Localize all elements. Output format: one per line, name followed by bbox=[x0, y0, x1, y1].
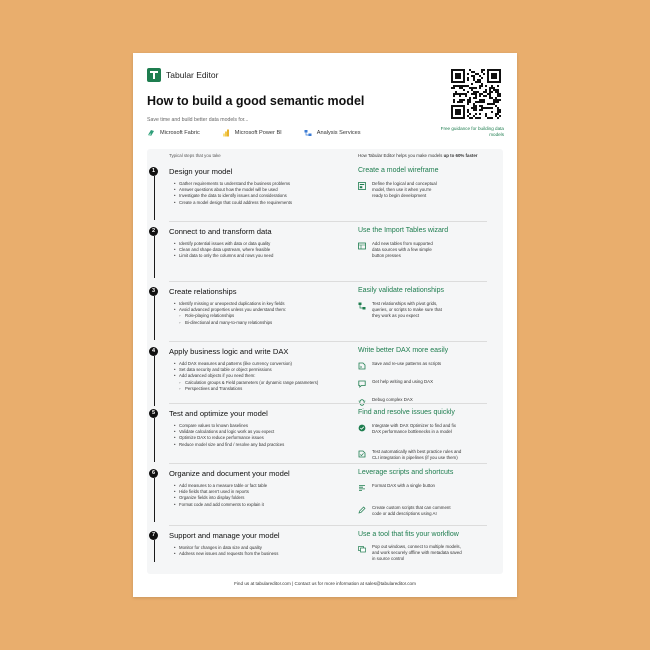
page-subtitle: Save time and build better data models for... bbox=[147, 117, 249, 123]
bullet-item: • Investigate the data to identify issues and considerations bbox=[174, 193, 292, 199]
tool-description-line: Debug complex DAX bbox=[372, 396, 413, 402]
step-divider bbox=[169, 463, 487, 464]
product-powerbi bbox=[222, 129, 282, 137]
tool-description-line: ready to begin development bbox=[372, 192, 427, 198]
import-tables-icon bbox=[358, 242, 366, 250]
tool-description-line: Integrate with DAX Optimizer to find and fix bbox=[372, 423, 456, 428]
workflow-icon bbox=[358, 545, 366, 553]
product-label: Microsoft Fabric bbox=[160, 130, 200, 136]
powerbi-icon bbox=[222, 129, 230, 137]
tool-description-line: and work securely offline with metadata saved bbox=[372, 549, 462, 555]
step-title: Apply business logic and write DAX bbox=[169, 347, 289, 356]
wireframe-icon bbox=[358, 182, 366, 190]
step-connector bbox=[154, 236, 155, 278]
step-section bbox=[147, 409, 503, 467]
brand bbox=[147, 68, 218, 82]
step-section bbox=[147, 287, 503, 345]
step-connector bbox=[154, 296, 155, 340]
tool-title: Find and resolve issues quickly bbox=[358, 409, 455, 416]
step-connector bbox=[154, 478, 155, 522]
tool-description bbox=[372, 544, 462, 562]
tools-header-highlight: up to 60% faster bbox=[443, 153, 478, 158]
step-number-badge: 5 bbox=[149, 409, 158, 418]
bullet-item: ◦ Bi-directional and many-to-many relationships bbox=[174, 320, 286, 326]
bullet-item: ◦ Role-playing relationships bbox=[174, 313, 286, 319]
bullet-item: ◦ Calculation groups & Field parameters (or dynamic range parameters) bbox=[174, 380, 318, 386]
tools-header-text: How Tabular Editor helps you make models bbox=[358, 153, 443, 158]
tool-feature bbox=[358, 241, 433, 259]
tool-feature bbox=[358, 181, 437, 199]
tabular-editor-logo-icon bbox=[147, 68, 161, 82]
step-number-badge: 3 bbox=[149, 287, 158, 296]
fabric-icon bbox=[147, 129, 155, 137]
tool-title: Use the Import Tables wizard bbox=[358, 227, 449, 234]
tools-column-header bbox=[358, 153, 478, 158]
bullet-item: • Limit data to only the columns and rows you need bbox=[174, 253, 273, 259]
step-title: Create relationships bbox=[169, 287, 237, 296]
tool-description-line: in source control bbox=[372, 555, 405, 561]
step-title: Organize and document your model bbox=[169, 469, 290, 478]
step-section bbox=[147, 167, 503, 225]
help-icon bbox=[358, 380, 366, 388]
tool-feature bbox=[358, 483, 435, 492]
step-connector bbox=[154, 356, 155, 406]
bullet-item: • Reduce model size and find / resolve any bad practices bbox=[174, 442, 284, 448]
tool-description-line: Pop out windows, connect to multiple models, bbox=[372, 544, 461, 549]
bullet-item: • Gather requirements to understand the business problems bbox=[174, 181, 292, 187]
bullet-item: ◦ Perspectives and Translations bbox=[174, 386, 318, 392]
tool-description-line: DAX performance bottlenecks in a model bbox=[372, 428, 452, 434]
tool-feature bbox=[358, 505, 451, 517]
product-label: Microsoft Power BI bbox=[234, 130, 282, 136]
tool-description-line: Save and re-use patterns as scripts bbox=[372, 361, 442, 366]
tool-title: Leverage scripts and shortcuts bbox=[358, 469, 454, 476]
tool-title: Easily validate relationships bbox=[358, 287, 444, 294]
tool-description bbox=[372, 379, 433, 388]
steps-panel bbox=[147, 149, 503, 574]
tool-description-line: Get help writing and using DAX bbox=[372, 378, 434, 384]
step-number-badge: 7 bbox=[149, 531, 158, 540]
bullet-item: • Identify missing or unexpected duplications in key fields bbox=[174, 301, 286, 307]
tool-description-line: Test relationships with pivot grids, bbox=[372, 301, 438, 306]
dax-optimizer-icon bbox=[358, 424, 366, 432]
step-bullets bbox=[174, 361, 318, 392]
tool-description-line: button presses bbox=[372, 252, 401, 258]
debug-icon bbox=[358, 398, 366, 406]
step-bullets bbox=[174, 301, 286, 326]
page-title: How to build a good semantic model bbox=[147, 94, 365, 108]
tool-description bbox=[372, 423, 456, 435]
bullet-item: • Answer questions about how the model will be used bbox=[174, 187, 292, 193]
step-bullets bbox=[174, 181, 292, 206]
relationships-icon bbox=[358, 302, 366, 310]
step-number-badge: 4 bbox=[149, 347, 158, 356]
product-label: Analysis Services bbox=[316, 130, 361, 136]
bullet-item: • Identify potential issues with data or data quality bbox=[174, 241, 273, 247]
step-bullets bbox=[174, 545, 278, 557]
brand-name: Tabular Editor bbox=[166, 70, 219, 80]
custom-script-icon bbox=[358, 506, 366, 514]
step-section bbox=[147, 347, 503, 405]
step-divider bbox=[169, 221, 487, 222]
tool-title: Use a tool that fits your workflow bbox=[358, 531, 459, 538]
cheat-sheet bbox=[133, 53, 517, 597]
tool-description bbox=[372, 449, 461, 461]
bullet-item: • Address new issues and requests from the business bbox=[174, 551, 278, 557]
step-section bbox=[147, 227, 503, 285]
step-title: Test and optimize your model bbox=[169, 409, 268, 418]
step-title: Connect to and transform data bbox=[169, 227, 272, 236]
bullet-item: • Format code and add comments to explain it bbox=[174, 502, 267, 508]
tool-description-line: they work as you expect bbox=[372, 312, 420, 318]
step-number-badge: 1 bbox=[149, 167, 158, 176]
tool-description-line: Add new tables from supported bbox=[372, 241, 433, 246]
bullet-item: • Create a model design that could address the requirements bbox=[174, 200, 292, 206]
best-practice-icon bbox=[358, 450, 366, 458]
qr-code-icon[interactable] bbox=[451, 69, 501, 119]
tool-description-line: Create custom scripts that can comment bbox=[372, 504, 451, 510]
tool-title: Create a model wireframe bbox=[358, 167, 439, 174]
footer: Find us at tabulareditor.com | Contact us for more information at sales@tabulareditor.com bbox=[234, 581, 416, 586]
bullet-item: • Validate calculations and logic work as you expect bbox=[174, 429, 284, 435]
step-connector bbox=[154, 540, 155, 562]
qr-caption: Free guidance for building data models bbox=[440, 126, 504, 137]
bullet-item: • Monitor for changes in data size and quality bbox=[174, 545, 278, 551]
tool-description bbox=[372, 505, 451, 517]
product-analysis-services bbox=[304, 129, 361, 137]
bullet-item: • Add DAX measures and patterns (like currency conversion) bbox=[174, 361, 318, 367]
step-title: Support and manage your model bbox=[169, 531, 280, 540]
tool-description-line: CLI integration in pipelines (if you use them) bbox=[372, 454, 458, 460]
format-icon bbox=[358, 484, 366, 492]
tool-description bbox=[372, 397, 413, 406]
bullet-item: • Organize fields into display folders bbox=[174, 495, 267, 501]
tool-description-line: Format DAX with a single button bbox=[372, 483, 435, 488]
tool-description bbox=[372, 301, 442, 319]
step-title: Design your model bbox=[169, 167, 233, 176]
tool-title: Write better DAX more easily bbox=[358, 347, 449, 354]
tool-feature bbox=[358, 544, 462, 562]
tool-description-line: model, then use it when you're bbox=[372, 186, 432, 192]
step-divider bbox=[169, 525, 487, 526]
bullet-item: • Hide fields that aren't used in reports bbox=[174, 489, 267, 495]
tool-description bbox=[372, 483, 435, 492]
dax-script-icon bbox=[358, 362, 366, 370]
analysis-services-icon bbox=[304, 129, 312, 137]
bullet-item: • Add advanced objects if you need them: bbox=[174, 373, 318, 379]
step-bullets bbox=[174, 241, 273, 260]
tool-feature bbox=[358, 449, 461, 461]
step-number-badge: 6 bbox=[149, 469, 158, 478]
tool-feature bbox=[358, 379, 433, 388]
step-number-badge: 2 bbox=[149, 227, 158, 236]
tool-description bbox=[372, 181, 437, 199]
step-connector bbox=[154, 176, 155, 220]
tool-description-line: data sources with a few simple bbox=[372, 246, 432, 252]
steps-column-header: Typical steps that you take bbox=[169, 153, 221, 158]
step-section bbox=[147, 469, 503, 527]
tool-description bbox=[372, 241, 433, 259]
bullet-item: • Optimize DAX to reduce performance issues bbox=[174, 435, 284, 441]
tool-description-line: code or add descriptions using AI bbox=[372, 510, 437, 516]
tool-description-line: Define the logical and conceptual bbox=[372, 181, 437, 186]
bullet-item: • Compare values to known baselines bbox=[174, 423, 284, 429]
step-bullets bbox=[174, 483, 267, 508]
bullet-item: • Avoid advanced properties unless you understand them: bbox=[174, 307, 286, 313]
step-bullets bbox=[174, 423, 284, 448]
product-fabric bbox=[147, 129, 200, 137]
tool-description-line: Test automatically with best practice rules and bbox=[372, 448, 462, 454]
step-divider bbox=[169, 281, 487, 282]
step-divider bbox=[169, 403, 487, 404]
bullet-item: • Set data security and table or object permissions bbox=[174, 367, 318, 373]
tool-description-line: queries, or scripts to make sure that bbox=[372, 306, 442, 312]
tool-feature bbox=[358, 423, 456, 435]
bullet-item: • Add measures to a measure table or fact table bbox=[174, 483, 267, 489]
step-divider bbox=[169, 341, 487, 342]
tool-feature bbox=[358, 397, 413, 406]
tool-feature bbox=[358, 301, 442, 319]
tool-description bbox=[372, 361, 441, 370]
product-list bbox=[147, 129, 361, 137]
tool-feature bbox=[358, 361, 441, 370]
bullet-item: • Clean and shape data upstream, where feasible bbox=[174, 247, 273, 253]
step-connector bbox=[154, 418, 155, 462]
